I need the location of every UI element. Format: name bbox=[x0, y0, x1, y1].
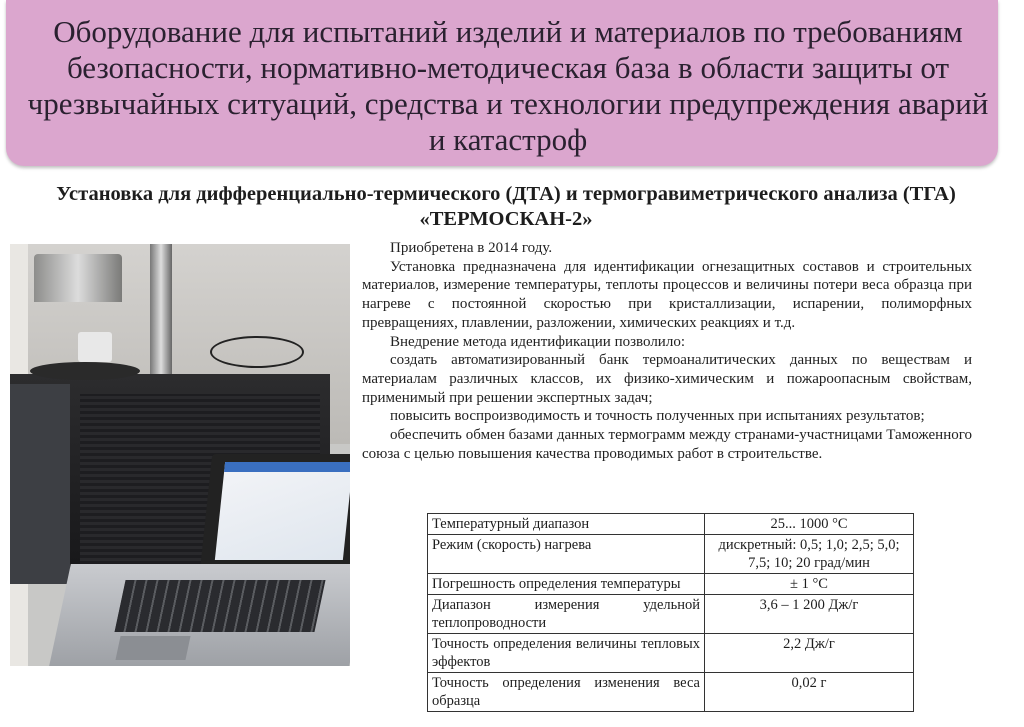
table-row bbox=[428, 634, 914, 673]
table-row bbox=[428, 673, 914, 712]
table-row bbox=[428, 535, 914, 574]
spec-value: 2,2 Дж/г bbox=[705, 634, 914, 673]
equipment-photo bbox=[10, 244, 350, 666]
paragraph-intro: Внедрение метода идентификации позволило: bbox=[390, 333, 685, 350]
table-row bbox=[428, 574, 914, 595]
spec-param: Режим (скорость) нагрева bbox=[428, 535, 705, 574]
spec-value: ± 1 °C bbox=[705, 574, 914, 595]
paragraph-acquired: Приобретена в 2014 году. bbox=[390, 240, 553, 256]
spec-param: Точность определения изменения веса образца bbox=[428, 673, 705, 712]
spec-value: дискретный: 0,5; 1,0; 2,5; 5,0; 7,5; 10; 20 град/мин bbox=[705, 535, 914, 574]
spec-value: 3,6 – 1 200 Дж/г bbox=[705, 595, 914, 634]
title-banner bbox=[6, 0, 998, 166]
spec-param: Точность определения величины тепловых эффектов bbox=[428, 634, 705, 673]
spec-param: Погрешность определения температуры bbox=[428, 574, 705, 595]
paragraph-bank: создать автоматизированный банк термоаналитических данных по веществам и материалам различных классов, их физико-химическим и пожароопасным свойствам, применимый при решении экспертных задач; bbox=[362, 352, 972, 406]
spec-param: Диапазон измерения удельной теплопроводности bbox=[428, 595, 705, 634]
paragraph-purpose: Установка предназначена для идентификации огнезащитных составов и строительных материалов, измерение температуры, теплоты процессов и величины потери веса образца при нагреве с постоянной скоростью при кристаллизации, испарении, полиморфных превращениях, плавлении, разложении, химических реакциях и т.д. bbox=[362, 258, 972, 331]
table-row bbox=[428, 595, 914, 634]
description-text bbox=[362, 239, 972, 463]
spec-value: 0,02 г bbox=[705, 673, 914, 712]
table-row bbox=[428, 514, 914, 535]
specifications-table bbox=[427, 513, 914, 712]
spec-value: 25... 1000 °C bbox=[705, 514, 914, 535]
page-title: Оборудование для испытаний изделий и материалов по требованиям безопасности, нормативно-методическая база в области защиты от чрезвычайных ситуаций, средства и технологии предупреждения аварий и катастроф bbox=[27, 14, 989, 157]
paragraph-exchange: обеспечить обмен базами данных термограмм между странами-участницами Таможенного союза с целью повышения качества проводимых работ в строительстве. bbox=[362, 427, 972, 462]
paragraph-accuracy: повысить воспроизводимость и точность полученных при испытаниях результатов; bbox=[390, 408, 925, 425]
equipment-title: Установка для дифференциально-термического (ДТА) и термогравиметрического анализа (ТГА) «ТЕРМОСКАН-2» bbox=[56, 183, 956, 230]
spec-param: Температурный диапазон bbox=[428, 514, 705, 535]
